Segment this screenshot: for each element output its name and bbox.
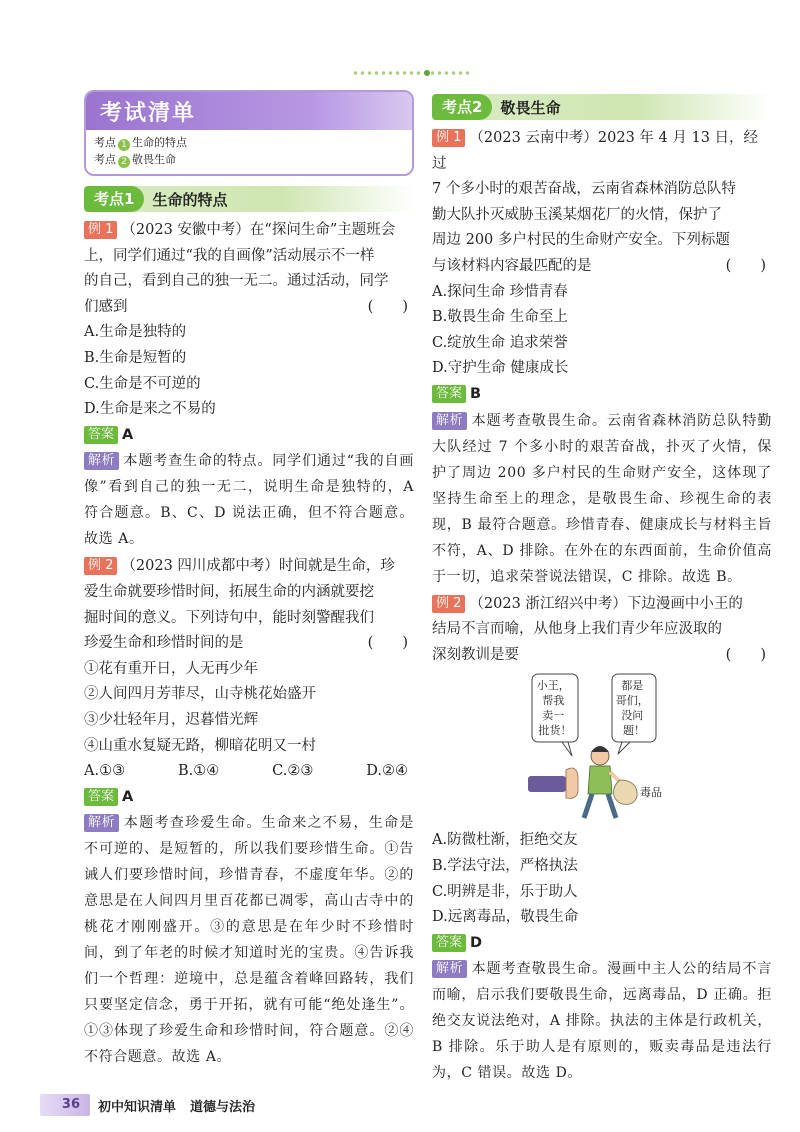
exam-list-toc — [86, 130, 412, 174]
bubble-left-line: 小王， — [536, 679, 570, 693]
example-1-right: 例 1 （2023 云南中考）2023 年 4 月 13 日，经过 7 个多小时的艰苦奋战，云南省森林消防总队特 勤大队扑灭威胁玉溪某烟花厂的火情，保护了 周边 200 多户村民的生命财产安全。下列标题 与该材料内容最匹配的是 ( ) A.探问生命 珍惜青春 B.敬畏生命 生命至上 C.绽放生命 追求荣誉 D.守护生命 健康成长 答案 B 解析 本题考查敬畏生命。云南省森林消防总队特勤大队经过 7 个多小时的艰苦奋战，扑灭了火情，保护了周边 200 多户村民的生命财产安全，这体现了坚持生命至上的理念，是敬畏生命、珍视生命的表现，B 最符合题意。珍惜青春、健康成长与材料主旨不符，A、D 排除。在外在的东西面前，生命价值高于一切，追求荣誉说法错误，C 排除。故选 B。 — [432, 126, 772, 590]
option: B.敬畏生命 生命至上 — [432, 309, 568, 326]
option: D.②④ — [366, 763, 408, 780]
option: C.明辨是非，乐于助人 — [432, 883, 578, 900]
number-badge-icon: 1 — [118, 139, 130, 151]
option: D.生命是来之不易的 — [84, 401, 216, 418]
answer-blank: ( ) — [367, 298, 408, 315]
series-name: 初中知识清单 — [98, 1099, 177, 1115]
comic-svg — [432, 672, 772, 822]
top-decoration — [352, 70, 472, 76]
analysis-tag: 解析 — [432, 412, 467, 430]
answer-value: D — [470, 934, 483, 951]
section-title: 生命的特点 — [152, 190, 228, 209]
right-column — [432, 90, 772, 1086]
page-number: 36 — [40, 1094, 90, 1116]
option: A.①③ — [84, 763, 126, 780]
page-footer — [40, 1094, 269, 1116]
option: B.①④ — [178, 763, 220, 780]
answer-tag: 答案 — [84, 426, 118, 444]
example-2-right: 例 2 （2023 浙江绍兴中考）下边漫画中小王的 结局不言而喻，从他身上我们青少年应汲取的 深刻教训是要 ( ) 小王， 帮我 卖一 批货！ 都是 哥们， 没问 题！ 毒品 A.防微杜渐，拒绝交友 B.学法守法，严格执法 C.明辨是非，乐于助人 D.远离毒品，敬畏生命 答案 D 解析 本题考查敬畏生命。漫画中主人公的结局不言而喻，启示我们要敬畏生命，远离毒品，D 正确。拒绝交友说法绝对，A 排除。执法的主体是行政机关，B 排除。乐于助人是有原则的，贩卖毒品是违法行为，C 错误。故选 D。 — [432, 592, 772, 1087]
option: B.学法守法，严格执法 — [432, 857, 578, 874]
poem-item: ②人间四月芳菲尽，山寺桃花始盛开 — [84, 686, 316, 703]
option: C.生命是不可逆的 — [84, 375, 201, 392]
bubble-right-line: 都是 — [621, 679, 644, 693]
options-row — [84, 759, 414, 785]
section-header-kp1 — [84, 186, 414, 212]
hand-icon — [528, 768, 578, 798]
example-tag: 例 1 — [84, 221, 117, 239]
bubble-left-line: 帮我 — [542, 694, 565, 708]
exam-list-title: 考试清单 — [86, 92, 412, 130]
poem-item: ③少壮轻年月，迟暮惜光辉 — [84, 711, 258, 728]
answer-tag: 答案 — [432, 934, 466, 952]
answer-value: B — [470, 385, 482, 402]
option: A.生命是独特的 — [84, 324, 187, 341]
answer-blank: ( ) — [367, 635, 408, 652]
left-column — [84, 90, 414, 1070]
bubble-right-line: 没问 — [621, 709, 644, 723]
option: D.远离毒品，敬畏生命 — [432, 909, 579, 926]
section-tag: 考点2 — [432, 94, 492, 120]
comic-illustration — [432, 672, 772, 822]
option: A.探问生命 珍惜青春 — [432, 283, 568, 300]
exam-list-box — [84, 90, 414, 176]
option: A.防微杜渐，拒绝交友 — [432, 832, 578, 849]
bag-label: 毒品 — [640, 786, 662, 800]
toc-item-2[interactable]: 考点 2 敬畏生命 — [94, 153, 176, 167]
section-title: 敬畏生命 — [500, 98, 561, 117]
subject-name: 道德与法治 — [190, 1099, 256, 1115]
toc-item-1[interactable]: 考点 1 生命的特点 — [94, 136, 187, 150]
example-1-left: 例 1 （2023 安徽中考）在“探问生命”主题班会 上，同学们通过“我的自画像”活动展示不一样 的自己，看到自己的独一无二。通过活动，同学 们感到 ( ) A.生命是独特的 B.生命是短暂的 C.生命是不可逆的 D.生命是来之不易的 答案 A 解析 本题考查生命的特点。同学们通过“我的自画像”看到自己的独一无二，说明生命是独特的，A 符合题意。B、C、D 说法正确，但不符合题意。故选 A。 — [84, 218, 414, 552]
example-2-left: 例 2 （2023 四川成都中考）时间就是生命，珍 爱生命就要珍惜时间，拓展生命的内涵就要挖 掘时间的意义。下列诗句中，能时刻警醒我们 珍爱生命和珍惜时间的是 ( ) ①花有重开日，人无再少年 ②人间四月芳菲尽，山寺桃花始盛开 ③少壮轻年月，迟暮惜光辉 ④山重水复疑无路，柳暗花明又一村 A.①③ B.①④ C.②③ D.②④ 答案 A 解析 本题考查珍爱生命。生命来之不易，生命是不可逆的、是短暂的，所以我们要珍惜生命。①告诫人们要珍惜时间，珍惜青春，不虚度年华。②的意思是在人间四月里百花都已凋零，高山古寺中的桃花才刚刚盛开。③的意思是在年少时不珍惜时间，到了年老的时候才知道时光的宝贵。④告诉我们一个哲理：逆境中，总是蕴含着峰回路转，我们只要坚定信念，勇于开拓，就有可能“绝处逢生”。①③体现了珍爱生命和珍惜时间，符合题意。②④不符合题意。故选 A。 — [84, 554, 414, 1070]
option: C.绽放生命 追求荣誉 — [432, 334, 568, 351]
analysis-tag: 解析 — [84, 452, 119, 470]
example-tag: 例 2 — [84, 557, 117, 575]
analysis: 解析 本题考查生命的特点。同学们通过“我的自画像”看到自己的独一无二，说明生命是独特的，A 符合题意。B、C、D 说法正确，但不符合题意。故选 A。 — [84, 453, 414, 548]
option: B.生命是短暂的 — [84, 349, 187, 366]
answer-tag: 答案 — [84, 788, 118, 806]
answer-value: A — [122, 426, 134, 443]
analysis: 解析 本题考查珍爱生命。生命来之不易，生命是不可逆的、是短暂的，所以我们要珍惜生命。①告诫人们要珍惜时间，珍惜青春，不虚度年华。②的意思是在人间四月里百花都已凋零，高山古寺中的桃花才刚刚盛开。③的意思是在年少时不珍惜时间，到了年老的时候才知道时光的宝贵。④告诉我们一个哲理：逆境中，总是蕴含着峰回路转，我们只要坚定信念，勇于开拓，就有可能“绝处逢生”。①③体现了珍爱生命和珍惜时间，符合题意。②④不符合题意。故选 A。 — [84, 815, 414, 1066]
analysis-tag: 解析 — [432, 960, 467, 978]
option: D.守护生命 健康成长 — [432, 360, 569, 377]
number-badge-icon: 2 — [118, 156, 130, 168]
answer-tag: 答案 — [432, 385, 466, 403]
analysis: 解析 本题考查敬畏生命。漫画中主人公的结局不言而喻，启示我们要敬畏生命，远离毒品，D 正确。拒绝交友说法绝对，A 排除。执法的主体是行政机关，B 排除。乐于助人是有原则的，贩卖毒品是违法行为，C 错误。故选 D。 — [432, 961, 772, 1082]
section-header-kp2 — [432, 94, 772, 120]
poem-item: ④山重水复疑无路，柳暗花明又一村 — [84, 737, 316, 754]
example-tag: 例 2 — [432, 595, 465, 613]
bubble-right-line: 哥们， — [615, 694, 649, 708]
section-tag: 考点1 — [84, 186, 144, 212]
bag-icon — [614, 780, 638, 804]
poem-item: ①花有重开日，人无再少年 — [84, 660, 258, 677]
bubble-left-line: 卖一 — [542, 709, 565, 723]
answer-value: A — [122, 788, 134, 805]
answer-blank: ( ) — [725, 257, 766, 274]
answer-blank: ( ) — [725, 646, 766, 663]
option: C.②③ — [272, 763, 314, 780]
bubble-left-line: 批货！ — [538, 724, 572, 738]
analysis-tag: 解析 — [84, 814, 119, 832]
example-tag: 例 1 — [432, 129, 465, 147]
analysis: 解析 本题考查敬畏生命。云南省森林消防总队特勤大队经过 7 个多小时的艰苦奋战，扑灭了火情，保护了周边 200 多户村民的生命财产安全，这体现了坚持生命至上的理念，是敬畏生命、珍视生命的表现，B 最符合题意。珍惜青春、健康成长与材料主旨不符，A、D 排除。在外在的东西面前，生命价值高于一切，追求荣誉说法错误，C 排除。故选 B。 — [432, 412, 772, 585]
bubble-right-line: 题！ — [623, 724, 645, 738]
boy-figure-icon — [584, 746, 622, 818]
